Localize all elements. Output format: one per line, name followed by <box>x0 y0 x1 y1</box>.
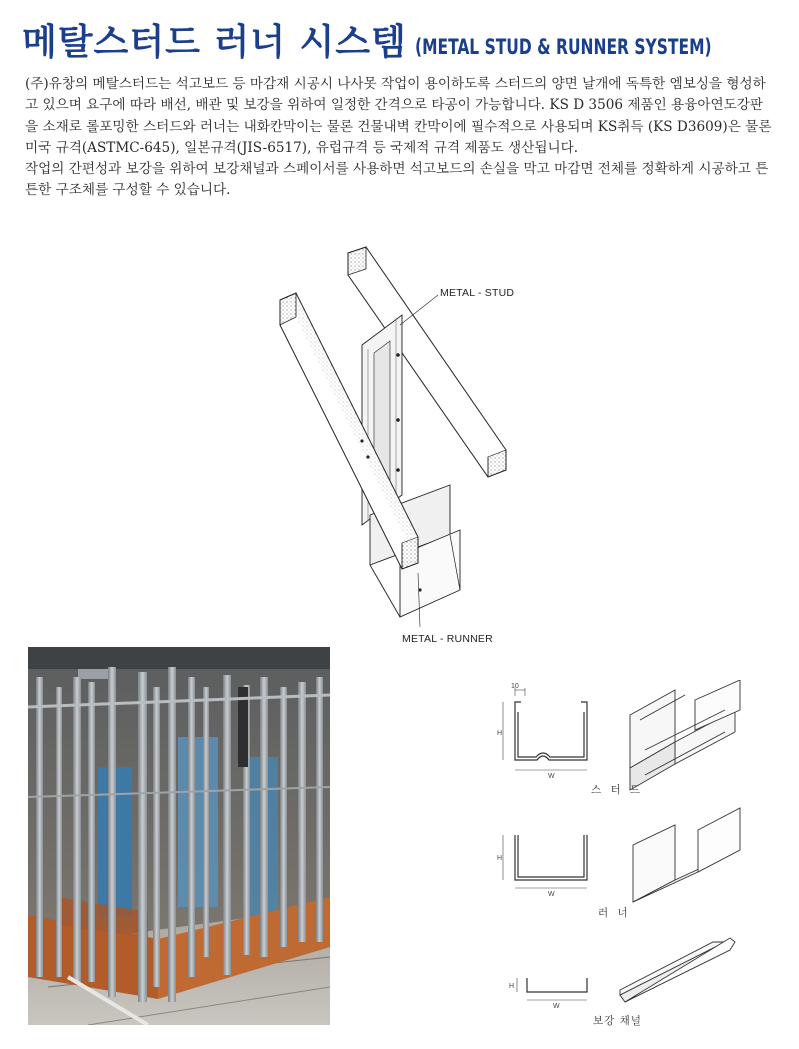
runner-profile-label: 러 너 <box>598 907 631 919</box>
stud-frame-photo <box>28 647 330 1025</box>
channel-section <box>527 978 587 992</box>
diagram-drawing <box>270 245 530 655</box>
runner-section <box>515 835 587 880</box>
channel-dim-width: W <box>553 1003 560 1010</box>
page-title <box>22 14 782 62</box>
profile-drawings <box>495 680 765 1035</box>
stud-dim-height: H <box>497 730 503 737</box>
metal-stud-label: METAL - STUD <box>440 287 515 299</box>
intro-paragraph-2: 작업의 간편성과 보강을 위하여 보강채널과 스페이서를 사용하면 석고보드의 손실을 막고 마감면 전체를 정확하게 시공하고 튼튼한 구조체를 구성할 수 있습니다. <box>25 161 769 199</box>
construction-photo <box>28 647 330 1025</box>
runner-dim-width: W <box>548 891 555 898</box>
stud-runner-diagram <box>270 245 530 655</box>
stud-3d <box>630 680 740 790</box>
intro-paragraph-1: (주)유창의 메탈스터드는 석고보드 등 마감재 시공시 나사못 작업이 용이하도록 스터드의 양면 날개에 독특한 엠보싱을 형성하고 있으며 요구에 따라 배선, 배관 및 보강을 위하여 일정한 간격으로 타공이 가능합니다. KS D 3506 제품인 용융아연도강판을 소재로 롤포밍한 스터드와 러너는 내화칸막이는 물론 건물내벽 칸막이에 필수적으로 사용되며 KS취득 (KS D3609)은 물론 미국 규격(ASTMC-645), 일본규격(JIS-6517), 유럽규격 등 국제적 규격 제품도 생산됩니다. <box>25 76 772 156</box>
runner-3d <box>633 808 740 902</box>
metal-runner-label: METAL - RUNNER <box>402 633 493 645</box>
channel-profile-label: 보강 채널 <box>593 1015 642 1027</box>
intro-text <box>25 74 773 202</box>
stud-dim-flange: 10 <box>511 683 519 690</box>
stud-dim-width: W <box>548 773 555 780</box>
channel-3d <box>620 938 735 1002</box>
stud-profile-label: 스 터 드 <box>591 784 644 796</box>
stud-section <box>515 702 587 760</box>
title-english: (METAL STUD & RUNNER SYSTEM) <box>414 35 712 59</box>
runner-dim-height: H <box>497 855 503 862</box>
profiles-svg <box>495 680 765 1035</box>
channel-dim-height: H <box>509 983 515 990</box>
title-korean: 메탈스터드 러너 시스템 <box>22 22 407 63</box>
